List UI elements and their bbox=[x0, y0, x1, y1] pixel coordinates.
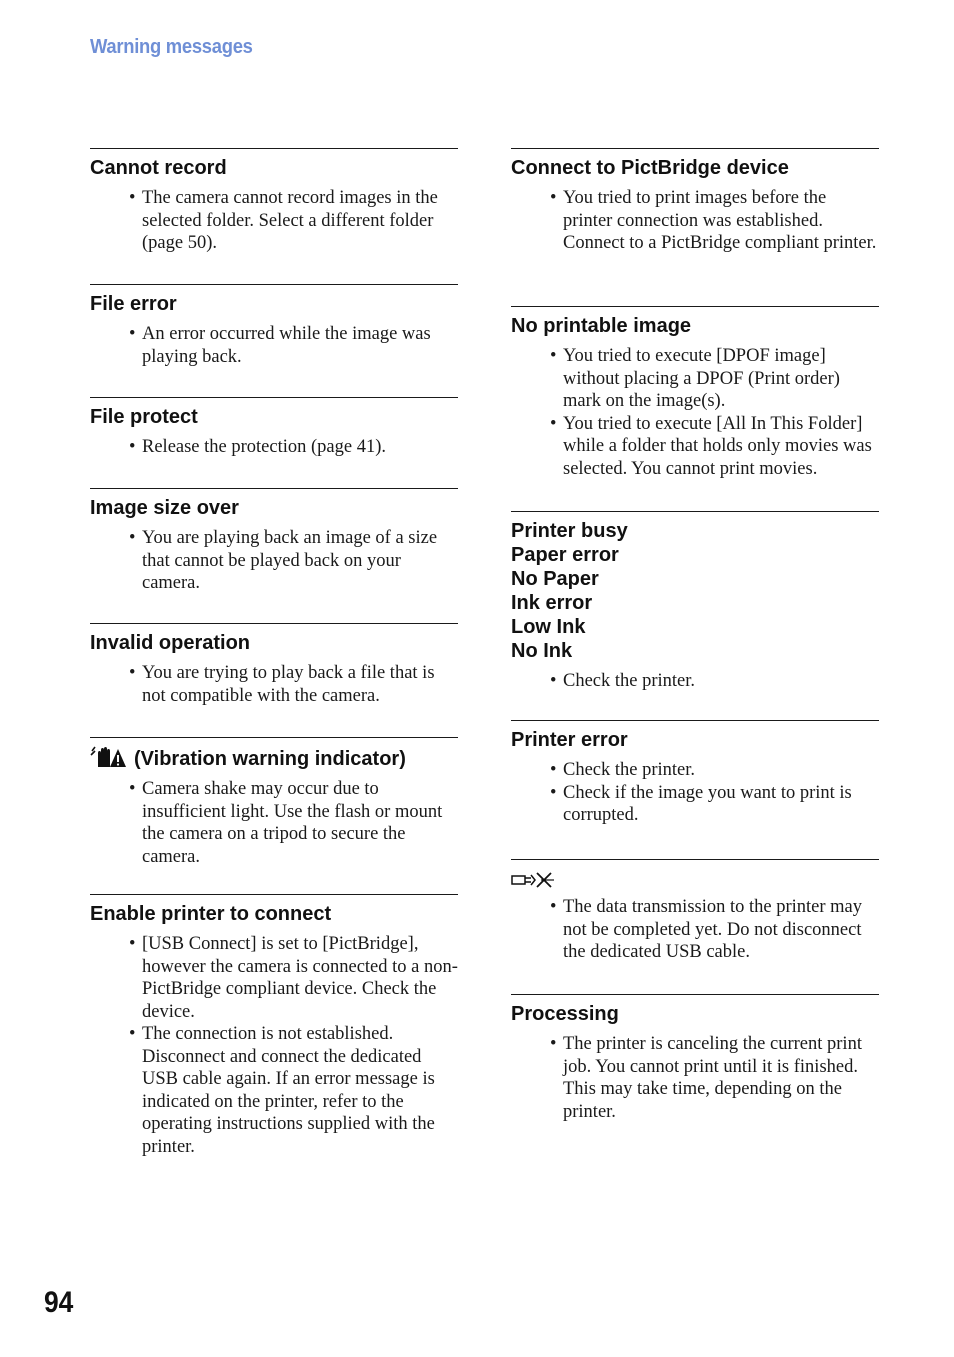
bullet-item: • Check the printer. bbox=[550, 759, 879, 782]
bullet-item: • You tried to execute [DPOF image] without placing a DPOF (Print order) mark on the image(s). bbox=[550, 345, 879, 413]
message-section bbox=[511, 148, 879, 306]
message-title: Low Ink bbox=[511, 616, 586, 638]
message-title: Enable printer to connect bbox=[90, 903, 332, 925]
bullet-item: • You tried to print images before the printer connection was established. Connect to a PictBridge compliant printer. bbox=[550, 187, 879, 255]
message-section bbox=[511, 306, 879, 511]
bullet-item: • You tried to execute [All In This Folder] while a folder that holds only movies was selected. You cannot print movies. bbox=[550, 413, 879, 481]
message-title: No Paper bbox=[511, 568, 599, 590]
bullet-item: • The data transmission to the printer may not be completed yet. Do not disconnect the dedicated USB cable. bbox=[550, 896, 879, 964]
message-title: Printer error bbox=[511, 729, 628, 751]
message-title: No printable image bbox=[511, 315, 692, 337]
message-title: Ink error bbox=[511, 592, 593, 614]
bullet-list bbox=[511, 345, 879, 480]
message-title: Image size over bbox=[90, 497, 239, 519]
message-title: No Ink bbox=[511, 640, 573, 662]
vibration-warning-icon bbox=[90, 745, 126, 769]
message-title: Paper error bbox=[511, 544, 619, 566]
message-section bbox=[90, 148, 458, 284]
bullet-item: • The connection is not established. Disconnect and connect the dedicated USB cable again. If an error message is indicated on the printer, refer to the operating instructions supplied with the printer. bbox=[129, 1023, 458, 1158]
bullet-list bbox=[511, 759, 879, 827]
bullet-item: • The camera cannot record images in the selected folder. Select a different folder (page 50). bbox=[129, 187, 458, 255]
bullet-list bbox=[90, 778, 458, 868]
bullet-list bbox=[90, 933, 458, 1158]
bullet-item: • [USB Connect] is set to [PictBridge], however the camera is connected to a non-PictBridge compliant device. Check the device. bbox=[129, 933, 458, 1023]
bullet-list bbox=[511, 896, 879, 964]
bullet-item: • The printer is canceling the current print job. You cannot print until it is finished. This may take time, depending on the printer. bbox=[550, 1033, 879, 1123]
message-title: File error bbox=[90, 293, 177, 315]
message-section bbox=[90, 894, 458, 1165]
bullet-list bbox=[90, 187, 458, 255]
message-section bbox=[90, 397, 458, 488]
bullet-list bbox=[511, 1033, 879, 1123]
bullet-item: • You are playing back an image of a size that cannot be played back on your camera. bbox=[129, 527, 458, 595]
message-section bbox=[90, 737, 458, 894]
page-number: 94 bbox=[44, 1286, 74, 1319]
message-section bbox=[511, 859, 879, 994]
message-section bbox=[511, 720, 879, 859]
bullet-item: • An error occurred while the image was playing back. bbox=[129, 323, 458, 368]
message-section bbox=[90, 488, 458, 623]
message-title: Connect to PictBridge device bbox=[511, 157, 789, 179]
message-section bbox=[511, 994, 879, 1145]
message-section bbox=[90, 284, 458, 397]
message-title-text: (Vibration warning indicator) bbox=[134, 748, 406, 770]
bullet-item: • Check the printer. bbox=[550, 670, 879, 693]
message-title: Invalid operation bbox=[90, 632, 251, 654]
message-title: Cannot record bbox=[90, 157, 227, 179]
message-title: File protect bbox=[90, 406, 198, 428]
message-title: Processing bbox=[511, 1003, 619, 1025]
bullet-item: • Camera shake may occur due to insufficient light. Use the flash or mount the camera on a tripod to secure the camera. bbox=[129, 778, 458, 868]
bullet-item: • Check if the image you want to print is corrupted. bbox=[550, 782, 879, 827]
message-section bbox=[511, 511, 879, 720]
message-section bbox=[90, 623, 458, 737]
bullet-list bbox=[90, 527, 458, 595]
bullet-list bbox=[90, 323, 458, 368]
bullet-list bbox=[511, 187, 879, 255]
bullet-list bbox=[511, 670, 879, 693]
bullet-item: • Release the protection (page 41). bbox=[129, 436, 458, 459]
bullet-item: • You are trying to play back a file that is not compatible with the camera. bbox=[129, 662, 458, 707]
message-title: Printer busy bbox=[511, 520, 628, 542]
bullet-list bbox=[90, 662, 458, 707]
right-column bbox=[511, 148, 879, 1145]
page-header: Warning messages bbox=[90, 36, 253, 58]
bullet-list bbox=[90, 436, 458, 459]
usb-disconnect-icon bbox=[511, 870, 555, 890]
message-title bbox=[90, 738, 458, 771]
left-column bbox=[90, 148, 458, 1165]
